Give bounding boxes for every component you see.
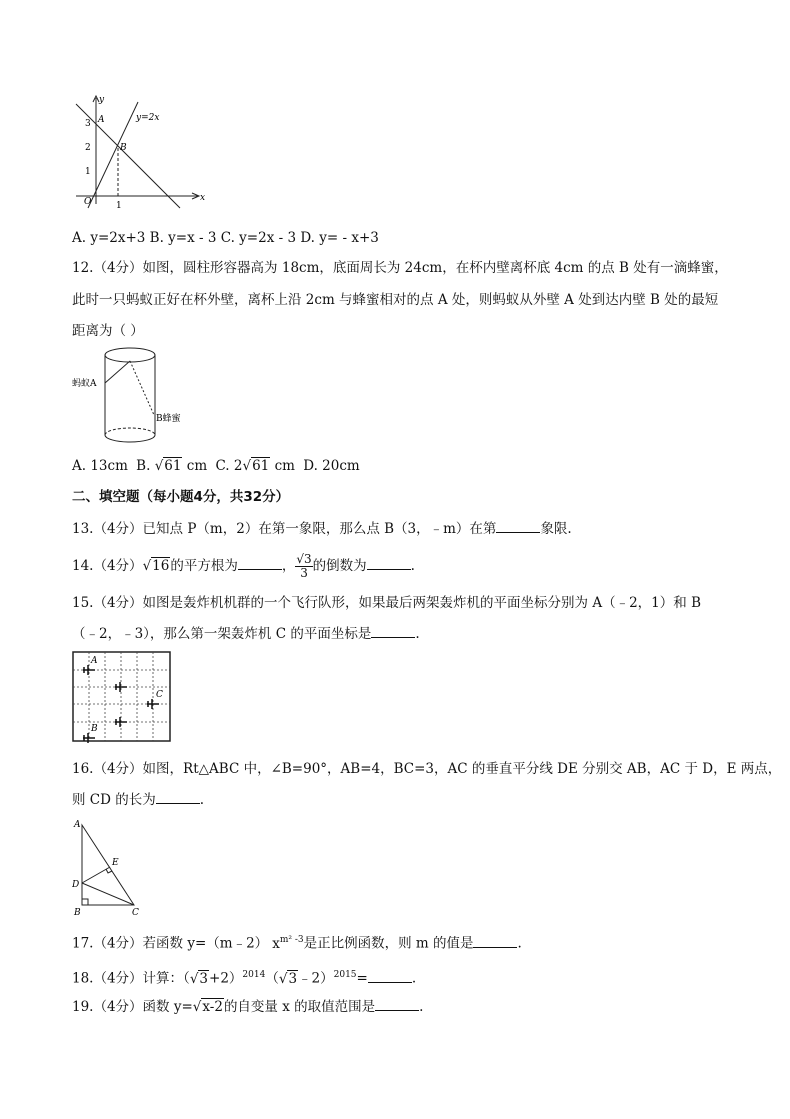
line-y-minus-x-3	[76, 104, 180, 208]
cylinder-top	[105, 348, 155, 362]
q11-options: A. y=2x+3 B. y=x - 3 C. y=2x - 3 D. y= - x+3	[72, 230, 379, 246]
q12-line1: 12.（4分）如图，圆柱形容器高为 18cm，底面周长为 24cm，在杯内壁离杯底 4cm 的点 B 处有一滴蜂蜜，	[72, 260, 728, 276]
vertex-a: A	[74, 820, 81, 830]
segment-cd	[82, 883, 134, 905]
honey-label: B蜂蜜	[156, 414, 181, 424]
fraction: $\frac{√3}{3}$	[296, 552, 312, 580]
vertex-b: B	[74, 908, 81, 917]
q14: 14.（4分）√16的平方根为 ， $\frac{√3}{3}$ 的倒数为 .	[72, 552, 415, 580]
point-e: E	[112, 858, 119, 868]
answer-blank[interactable]	[368, 970, 412, 983]
q12-line3: 距离为（ ）	[72, 323, 144, 339]
cylinder-bottom-front	[105, 435, 155, 442]
q18: 18.（4分）计算：$(√3+2)^{2014}(√3﹣2)^{2015}=$ .	[72, 970, 417, 987]
q19: 19.（4分）函数 y=√x-2的自变量 x 的取值范围是 .	[72, 999, 424, 1015]
sqrt-symbol: √61	[154, 458, 182, 474]
ant-path-dashed	[130, 361, 154, 415]
sqrt-symbol: √3	[278, 970, 298, 987]
q16-triangle-figure	[72, 815, 152, 917]
q12-options	[72, 457, 360, 475]
origin-label: O	[84, 197, 92, 207]
q12-option-b: B. √61 cm	[136, 458, 208, 474]
answer-blank[interactable]	[371, 625, 415, 638]
plane-c-label: C	[156, 690, 163, 700]
vertex-c: C	[132, 908, 139, 917]
q16-line1: 16.（4分）如图，Rt△ABC 中，∠B=90°，AB=4，BC=3，AC 的垂直平分线 DE 分别交 AB，AC 于 D，E 两点，	[72, 761, 782, 777]
tick-y-2: 2	[85, 143, 91, 153]
sqrt-symbol: √3	[189, 970, 209, 987]
plane-icon	[115, 682, 127, 692]
y-axis-label: y	[99, 95, 105, 105]
q12-option-c: C. 2√61 cm	[215, 458, 295, 474]
tick-y-3: 3	[85, 119, 91, 129]
q15-formation-grid	[72, 651, 172, 743]
q12-option-d: D. 20cm	[303, 458, 360, 474]
q16-line2: 则 CD 的长为 .	[72, 792, 205, 808]
q12-cylinder-figure	[72, 343, 202, 449]
q15-line1: 15.（4分）如图是轰炸机机群的一个飞行队形，如果最后两架轰炸机的平面坐标分别为 A（﹣2，1）和 B	[72, 595, 701, 611]
answer-blank[interactable]	[238, 557, 282, 570]
point-b-label: B	[120, 143, 127, 153]
q15-line2: （﹣2，﹣3），那么第一架轰炸机 C 的平面坐标是 .	[72, 626, 420, 642]
answer-blank[interactable]	[496, 520, 540, 533]
cylinder-bottom-back	[105, 428, 155, 435]
q12-line2: 此时一只蚂蚁正好在杯外壁，离杯上沿 2cm 与蜂蜜相对的点 A 处，则蚂蚁从外壁 A 处到达内壁 B 处的最短	[72, 292, 719, 308]
sqrt-symbol: √16	[142, 558, 170, 574]
ant-label: 蚂蚁A	[72, 379, 97, 389]
sqrt-symbol: √61	[242, 458, 270, 474]
q11-graph	[72, 92, 212, 214]
q13: 13.（4分）已知点 P（m，2）在第一象限，那么点 B（3，﹣m）在第 象限.	[72, 521, 572, 537]
plane-a-label: A	[91, 656, 98, 666]
sqrt-symbol: √x-2	[192, 999, 223, 1015]
right-angle-b	[82, 899, 88, 905]
x-axis-label: x	[200, 193, 206, 203]
tick-x-1: 1	[116, 201, 122, 211]
section2-heading: 二、填空题（每小题4分，共32分）	[72, 489, 290, 505]
ant-path	[105, 361, 130, 383]
plane-b-label: B	[91, 724, 98, 734]
tick-y-1: 1	[85, 167, 91, 177]
triangle-abc	[82, 825, 134, 905]
point-a-label: A	[98, 115, 105, 125]
q12-option-a: A. 13cm	[72, 458, 128, 474]
answer-blank[interactable]	[375, 998, 419, 1011]
point-d: D	[72, 880, 80, 890]
answer-blank[interactable]	[156, 791, 200, 804]
answer-blank[interactable]	[367, 557, 411, 570]
line-label: y=2x	[136, 113, 160, 123]
answer-blank[interactable]	[473, 935, 517, 948]
q17: 17.（4分）若函数 y=（m﹣2） $x^{m^2 -3}$是正比例函数，则 m 的值是 .	[72, 935, 522, 952]
